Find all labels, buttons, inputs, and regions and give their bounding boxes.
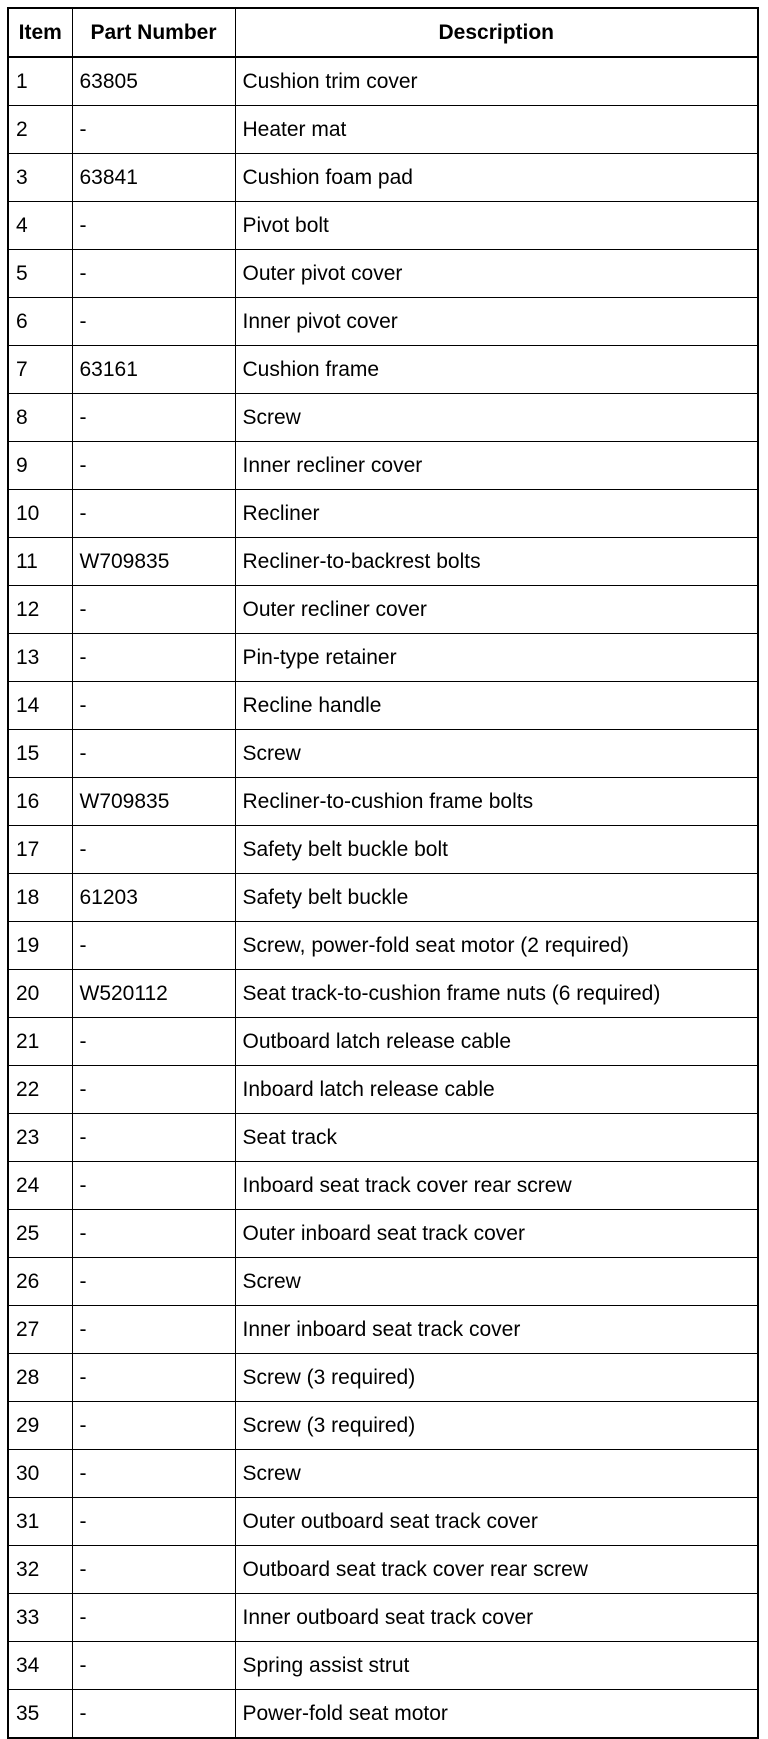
cell-description: Outboard latch release cable — [235, 1018, 758, 1066]
cell-description: Pivot bolt — [235, 202, 758, 250]
cell-part-number: - — [72, 1018, 235, 1066]
table-row — [8, 490, 758, 538]
table-row — [8, 826, 758, 874]
cell-part-number: - — [72, 1594, 235, 1642]
cell-item: 27 — [8, 1306, 72, 1354]
table-row — [8, 682, 758, 730]
table-row — [8, 57, 758, 106]
table-row — [8, 538, 758, 586]
table-row — [8, 1498, 758, 1546]
cell-item: 29 — [8, 1402, 72, 1450]
table-row — [8, 1690, 758, 1739]
table-row — [8, 778, 758, 826]
cell-part-number: - — [72, 298, 235, 346]
cell-description: Inboard seat track cover rear screw — [235, 1162, 758, 1210]
table-row — [8, 970, 758, 1018]
cell-part-number: - — [72, 1402, 235, 1450]
cell-description: Heater mat — [235, 106, 758, 154]
column-header-part-number: Part Number — [72, 8, 235, 57]
cell-part-number: W709835 — [72, 538, 235, 586]
cell-item: 14 — [8, 682, 72, 730]
table-row — [8, 1354, 758, 1402]
table-row — [8, 634, 758, 682]
cell-part-number: - — [72, 922, 235, 970]
cell-description: Recliner-to-backrest bolts — [235, 538, 758, 586]
cell-item: 10 — [8, 490, 72, 538]
cell-description: Inner inboard seat track cover — [235, 1306, 758, 1354]
table-row — [8, 1066, 758, 1114]
cell-item: 21 — [8, 1018, 72, 1066]
cell-description: Screw — [235, 394, 758, 442]
cell-description: Screw, power-fold seat motor (2 required) — [235, 922, 758, 970]
cell-item: 34 — [8, 1642, 72, 1690]
table-row — [8, 586, 758, 634]
table-row — [8, 1546, 758, 1594]
cell-item: 19 — [8, 922, 72, 970]
cell-item: 35 — [8, 1690, 72, 1739]
cell-part-number: - — [72, 442, 235, 490]
cell-description: Outer outboard seat track cover — [235, 1498, 758, 1546]
cell-description: Screw (3 required) — [235, 1402, 758, 1450]
cell-item: 6 — [8, 298, 72, 346]
cell-item: 17 — [8, 826, 72, 874]
cell-description: Seat track — [235, 1114, 758, 1162]
cell-item: 23 — [8, 1114, 72, 1162]
cell-description: Inner outboard seat track cover — [235, 1594, 758, 1642]
table-row — [8, 154, 758, 202]
cell-part-number: - — [72, 394, 235, 442]
table-row — [8, 346, 758, 394]
cell-part-number: 63841 — [72, 154, 235, 202]
cell-item: 8 — [8, 394, 72, 442]
cell-part-number: - — [72, 1066, 235, 1114]
cell-item: 33 — [8, 1594, 72, 1642]
table-row — [8, 298, 758, 346]
cell-item: 28 — [8, 1354, 72, 1402]
cell-part-number: - — [72, 1642, 235, 1690]
cell-part-number: - — [72, 1210, 235, 1258]
cell-description: Outboard seat track cover rear screw — [235, 1546, 758, 1594]
cell-part-number: - — [72, 250, 235, 298]
cell-description: Recline handle — [235, 682, 758, 730]
cell-description: Cushion trim cover — [235, 57, 758, 106]
cell-part-number: - — [72, 826, 235, 874]
cell-item: 12 — [8, 586, 72, 634]
cell-part-number: - — [72, 1162, 235, 1210]
cell-part-number: - — [72, 1546, 235, 1594]
cell-description: Recliner-to-cushion frame bolts — [235, 778, 758, 826]
cell-description: Screw — [235, 1258, 758, 1306]
table-row — [8, 1018, 758, 1066]
cell-item: 32 — [8, 1546, 72, 1594]
cell-item: 30 — [8, 1450, 72, 1498]
table-row — [8, 442, 758, 490]
cell-description: Cushion foam pad — [235, 154, 758, 202]
cell-item: 22 — [8, 1066, 72, 1114]
table-row — [8, 1450, 758, 1498]
cell-item: 7 — [8, 346, 72, 394]
cell-part-number: - — [72, 1354, 235, 1402]
cell-item: 4 — [8, 202, 72, 250]
cell-part-number: - — [72, 106, 235, 154]
table-row — [8, 1594, 758, 1642]
cell-item: 24 — [8, 1162, 72, 1210]
cell-description: Screw — [235, 1450, 758, 1498]
table-row — [8, 1402, 758, 1450]
cell-description: Screw — [235, 730, 758, 778]
cell-part-number: W520112 — [72, 970, 235, 1018]
cell-part-number: - — [72, 1450, 235, 1498]
cell-part-number: - — [72, 634, 235, 682]
cell-item: 26 — [8, 1258, 72, 1306]
column-header-description: Description — [235, 8, 758, 57]
table-row — [8, 1642, 758, 1690]
cell-part-number: - — [72, 682, 235, 730]
cell-description: Safety belt buckle bolt — [235, 826, 758, 874]
cell-item: 2 — [8, 106, 72, 154]
table-row — [8, 1258, 758, 1306]
cell-part-number: - — [72, 1306, 235, 1354]
table-row — [8, 1306, 758, 1354]
cell-description: Safety belt buckle — [235, 874, 758, 922]
table-row — [8, 106, 758, 154]
cell-item: 16 — [8, 778, 72, 826]
table-row — [8, 730, 758, 778]
parts-table — [7, 7, 759, 1739]
table-row — [8, 922, 758, 970]
cell-part-number: - — [72, 202, 235, 250]
cell-description: Pin-type retainer — [235, 634, 758, 682]
cell-part-number: - — [72, 490, 235, 538]
cell-part-number: 61203 — [72, 874, 235, 922]
table-header-row — [8, 8, 758, 57]
cell-part-number: W709835 — [72, 778, 235, 826]
cell-part-number: - — [72, 730, 235, 778]
table-row — [8, 1114, 758, 1162]
cell-description: Cushion frame — [235, 346, 758, 394]
cell-item: 9 — [8, 442, 72, 490]
cell-description: Recliner — [235, 490, 758, 538]
cell-part-number: - — [72, 1114, 235, 1162]
column-header-item: Item — [8, 8, 72, 57]
cell-description: Power-fold seat motor — [235, 1690, 758, 1739]
cell-description: Spring assist strut — [235, 1642, 758, 1690]
cell-item: 25 — [8, 1210, 72, 1258]
cell-description: Seat track-to-cushion frame nuts (6 required) — [235, 970, 758, 1018]
table-row — [8, 202, 758, 250]
cell-description: Outer recliner cover — [235, 586, 758, 634]
table-body — [8, 57, 758, 1738]
cell-description: Screw (3 required) — [235, 1354, 758, 1402]
cell-description: Inner pivot cover — [235, 298, 758, 346]
cell-description: Outer pivot cover — [235, 250, 758, 298]
table-row — [8, 1210, 758, 1258]
cell-description: Inner recliner cover — [235, 442, 758, 490]
table-row — [8, 1162, 758, 1210]
cell-item: 1 — [8, 57, 72, 106]
cell-part-number: 63161 — [72, 346, 235, 394]
cell-description: Outer inboard seat track cover — [235, 1210, 758, 1258]
cell-item: 3 — [8, 154, 72, 202]
cell-part-number: - — [72, 1498, 235, 1546]
table-row — [8, 874, 758, 922]
cell-description: Inboard latch release cable — [235, 1066, 758, 1114]
table-row — [8, 250, 758, 298]
cell-part-number: 63805 — [72, 57, 235, 106]
cell-part-number: - — [72, 586, 235, 634]
cell-item: 20 — [8, 970, 72, 1018]
cell-part-number: - — [72, 1690, 235, 1739]
cell-item: 11 — [8, 538, 72, 586]
cell-item: 18 — [8, 874, 72, 922]
cell-item: 13 — [8, 634, 72, 682]
cell-item: 5 — [8, 250, 72, 298]
cell-item: 15 — [8, 730, 72, 778]
table-row — [8, 394, 758, 442]
cell-item: 31 — [8, 1498, 72, 1546]
cell-part-number: - — [72, 1258, 235, 1306]
